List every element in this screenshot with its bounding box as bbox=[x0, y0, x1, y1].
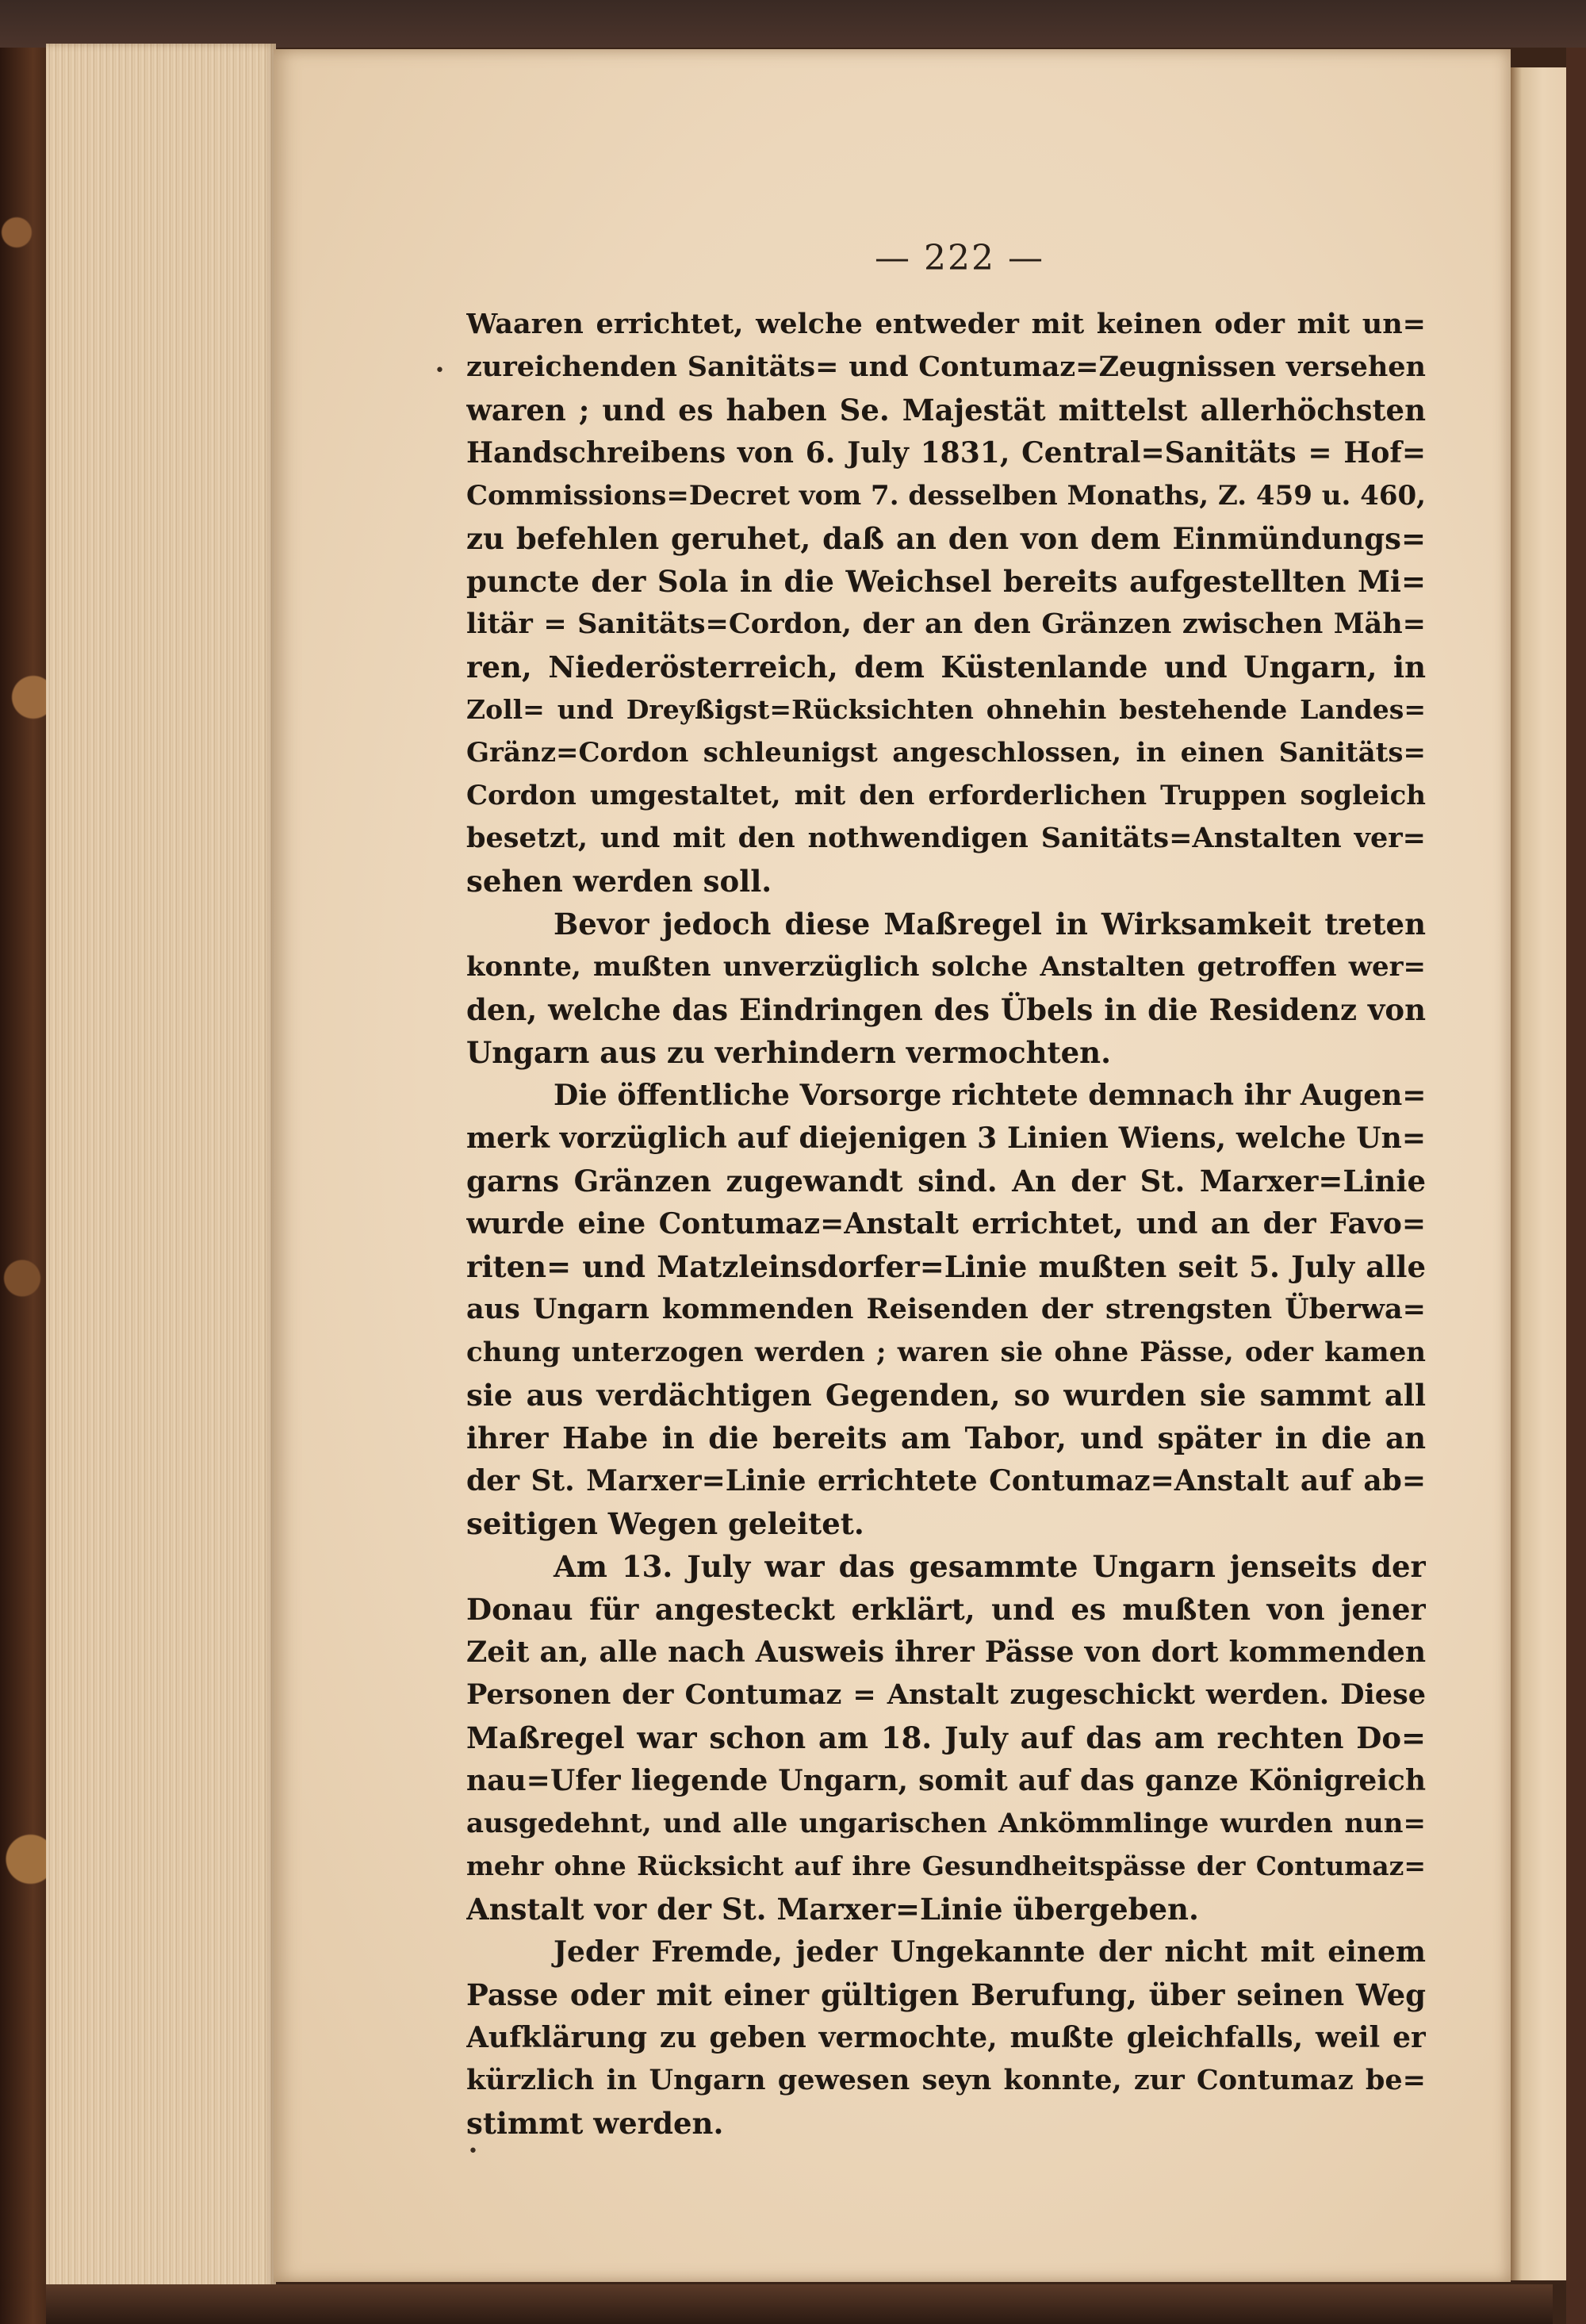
text-line: merk vorzüglich auf diejenigen 3 Linien Wiens, welche Un= bbox=[466, 1122, 1426, 1155]
page-edges bbox=[46, 44, 276, 2296]
text-line: konnte, mußten unverzüglich solche Anstalten getroffen wer= bbox=[466, 951, 1426, 983]
text-line: Bevor jedoch diese Maßregel in Wirksamkeit treten bbox=[554, 907, 1426, 941]
page-number: — 222 — bbox=[875, 238, 1044, 278]
text-line: waren ; und es haben Se. Majestät mittelst allerhöchsten bbox=[466, 393, 1426, 428]
text-line: ren, Niederösterreich, dem Küstenlande und Ungarn, in bbox=[466, 650, 1426, 685]
text-line: aus Ungarn kommenden Reisenden der strengsten Überwa= bbox=[466, 1293, 1426, 1325]
text-line: Gränz=Cordon schleunigst angeschlossen, in einen Sanitäts= bbox=[466, 737, 1426, 769]
text-line: Am 13. July war das gesammte Ungarn jenseits der bbox=[554, 1549, 1426, 1584]
text-line: zureichenden Sanitäts= und Contumaz=Zeugnissen versehen bbox=[466, 351, 1426, 383]
text-line: den, welche das Eindringen des Übels in die Residenz von bbox=[466, 992, 1426, 1027]
book-cover-right bbox=[1566, 48, 1586, 2324]
text-line: Donau für angesteckt erklärt, und es mußten von jener bbox=[466, 1592, 1426, 1627]
text-line: Cordon umgestaltet, mit den erforderlichen Truppen sogleich bbox=[466, 780, 1426, 811]
text-line: puncte der Sola in die Weichsel bereits aufgestellten Mi= bbox=[466, 564, 1426, 599]
text-line: ihrer Habe in die bereits am Tabor, und später in die an bbox=[466, 1421, 1426, 1455]
book-cover-top bbox=[0, 0, 1586, 48]
text-line: der St. Marxer=Linie errichtete Contumaz=Anstalt auf ab= bbox=[466, 1464, 1426, 1498]
text-line: zu befehlen geruhet, daß an den von dem Einmündungs= bbox=[466, 521, 1426, 556]
text-line: kürzlich in Ungarn gewesen seyn konnte, zur Contumaz be= bbox=[466, 2064, 1426, 2096]
text-line: Die öffentliche Vorsorge richtete demnach ihr Augen= bbox=[554, 1079, 1426, 1112]
text-line: riten= und Matzleinsdorfer=Linie mußten seit 5. July alle bbox=[466, 1249, 1426, 1284]
text-line: chung unterzogen werden ; waren sie ohne Pässe, oder kamen bbox=[466, 1336, 1426, 1368]
ink-dot: • bbox=[468, 2142, 478, 2161]
text-line: Commissions=Decret vom 7. desselben Monaths, Z. 459 u. 460, bbox=[466, 480, 1426, 512]
text-line: garns Gränzen zugewandt sind. An der St. Marxer=Linie bbox=[466, 1164, 1426, 1198]
text-line: Passe oder mit einer gültigen Berufung, über seinen Weg bbox=[466, 1977, 1426, 2012]
text-line: Personen der Contumaz = Anstalt zugeschickt werden. Diese bbox=[466, 1678, 1426, 1711]
text-line: wurde eine Contumaz=Anstalt errichtet, und an der Favo= bbox=[466, 1207, 1426, 1241]
text-line: Maßregel war schon am 18. July auf das am rechten Do= bbox=[466, 1720, 1426, 1755]
ink-dot: • bbox=[435, 361, 445, 381]
text-line: stimmt werden. bbox=[466, 2106, 724, 2141]
text-line: ausgedehnt, und alle ungarischen Ankömmlinge wurden nun= bbox=[466, 1808, 1426, 1839]
text-line: litär = Sanitäts=Cordon, der an den Gränzen zwischen Mäh= bbox=[466, 608, 1426, 640]
text-line: Zoll= und Dreyßigst=Rücksichten ohnehin bestehende Landes= bbox=[466, 694, 1426, 725]
text-line: seitigen Wegen geleitet. bbox=[466, 1506, 864, 1541]
text-line: Aufklärung zu geben vermochte, mußte gleichfalls, weil er bbox=[466, 2021, 1426, 2054]
text-line: Handschreibens von 6. July 1831, Central=Sanitäts = Hof= bbox=[466, 436, 1426, 470]
text-line: Jeder Fremde, jeder Ungekannte der nicht mit einem bbox=[554, 1935, 1426, 1969]
text-line: Waaren errichtet, welche entweder mit keinen oder mit un= bbox=[466, 308, 1426, 340]
book-cover-bottom bbox=[46, 2284, 1553, 2324]
body-text bbox=[466, 303, 1426, 2141]
text-line: besetzt, und mit den nothwendigen Sanitäts=Anstalten ver= bbox=[466, 822, 1426, 854]
text-line: sehen werden soll. bbox=[466, 864, 772, 899]
text-line: nau=Ufer liegende Ungarn, somit auf das ganze Königreich bbox=[466, 1764, 1426, 1797]
text-line: Anstalt vor der St. Marxer=Linie übergeben. bbox=[466, 1892, 1199, 1927]
text-line: Ungarn aus zu verhindern vermochten. bbox=[466, 1035, 1111, 1070]
text-line: sie aus verdächtigen Gegenden, so wurden sie sammt all bbox=[466, 1378, 1426, 1413]
text-line: Zeit an, alle nach Ausweis ihrer Pässe von dort kommenden bbox=[466, 1636, 1426, 1669]
text-line: mehr ohne Rücksicht auf ihre Gesundheitspässe der Contumaz= bbox=[466, 1850, 1426, 1881]
